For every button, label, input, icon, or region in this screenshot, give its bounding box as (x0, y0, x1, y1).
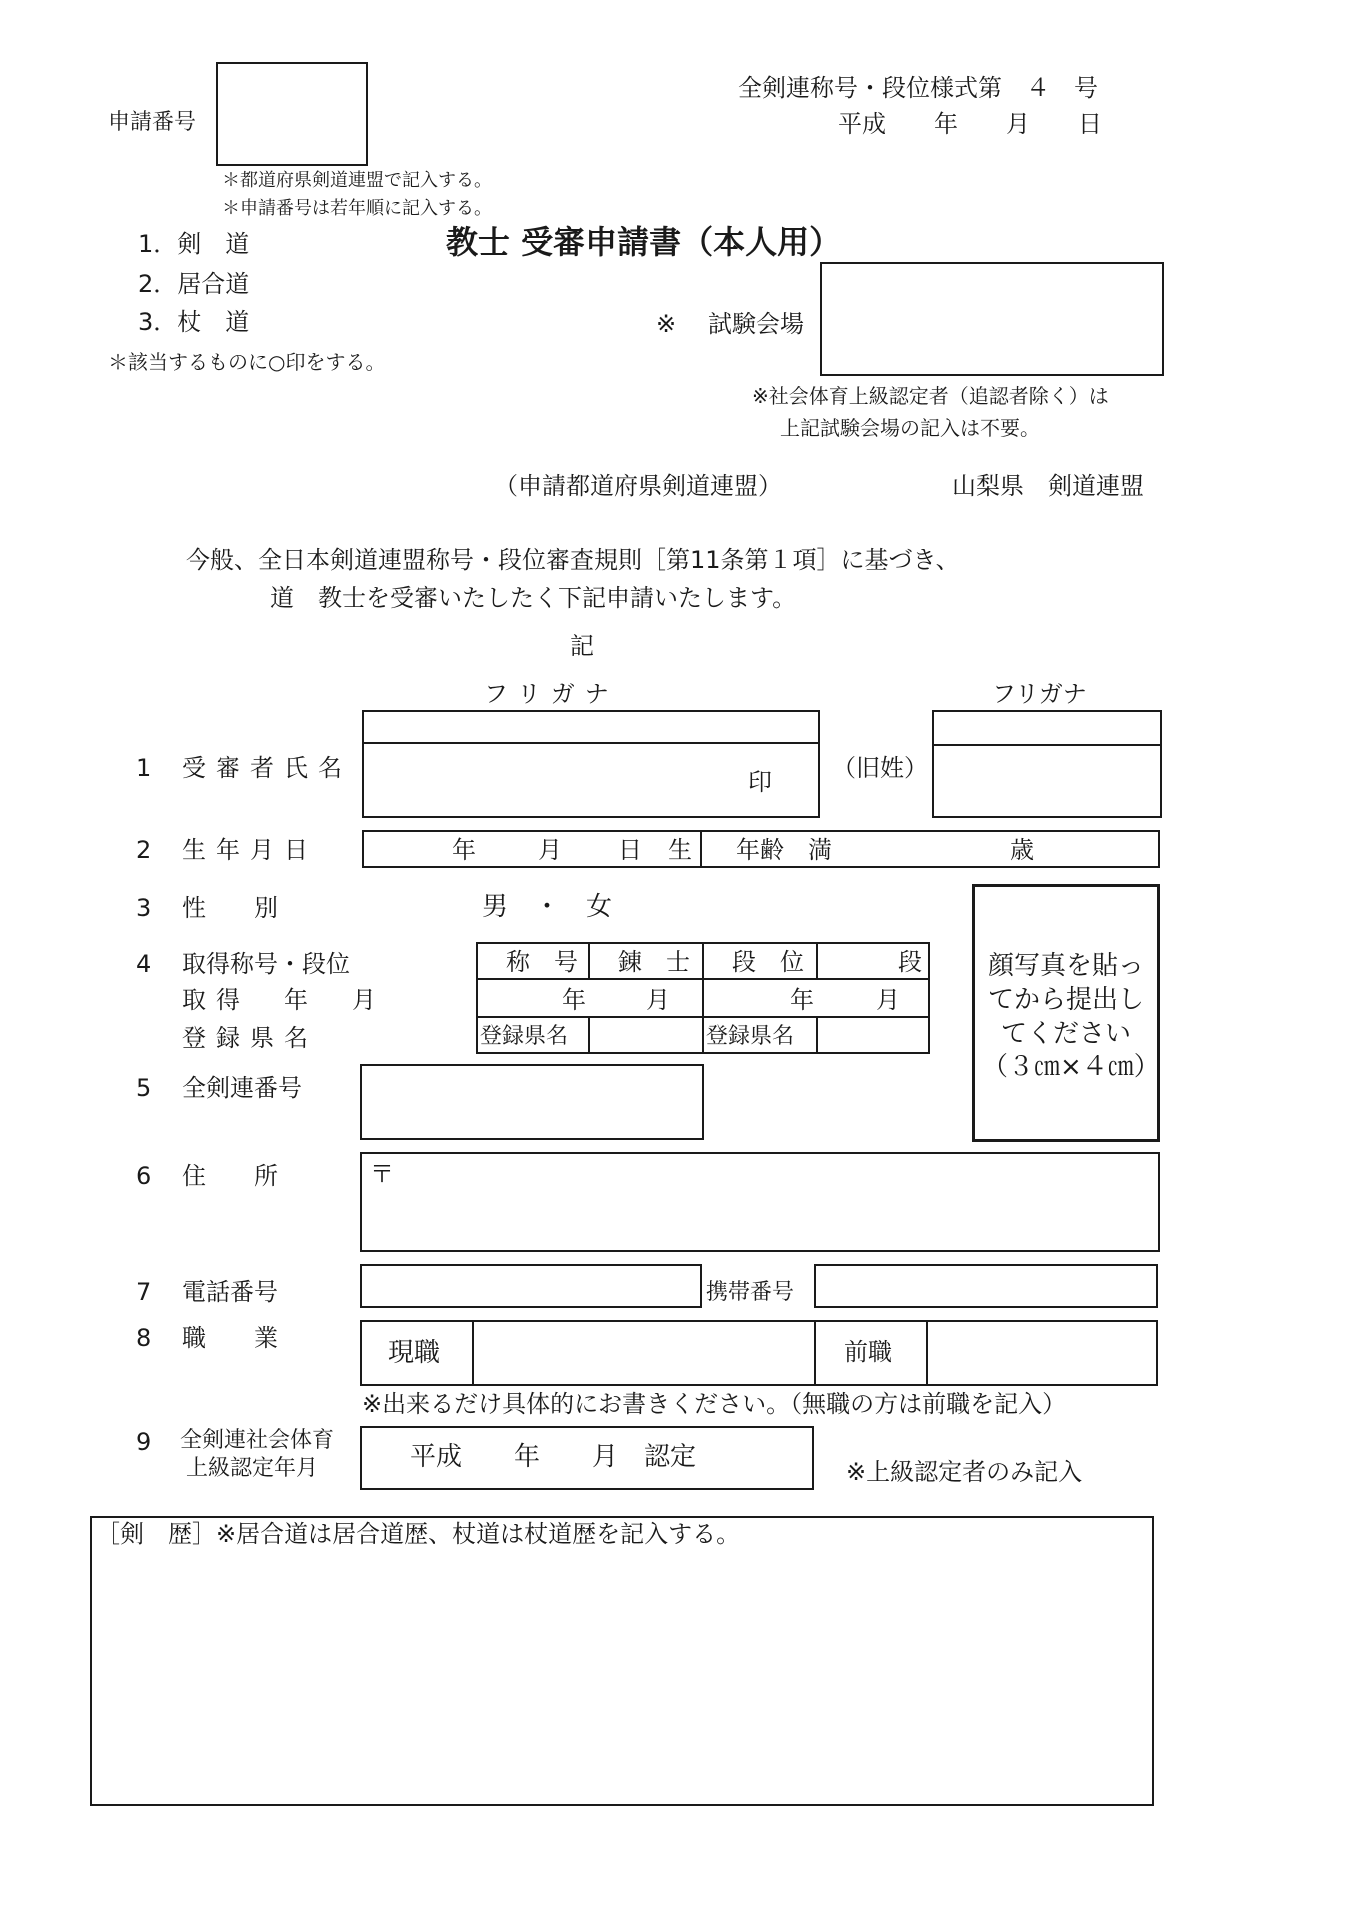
dan-value: 段 (898, 948, 922, 976)
venue-label: 試験会場 (708, 310, 804, 338)
venue-note1: ※社会体育上級認定者（追認者除く）は (752, 384, 1109, 408)
dan-year[interactable]: 年 (790, 986, 814, 1014)
application-no-box[interactable] (216, 62, 368, 166)
name-num: 1 (136, 754, 152, 782)
member-num: 5 (136, 1074, 152, 1102)
renshi-year[interactable]: 年 (562, 986, 586, 1014)
rank-col-1 (588, 942, 590, 980)
age-unit: 歳 (1010, 836, 1034, 864)
birth-year: 年 (452, 836, 476, 864)
cert-label1: 全剣連社会体育 (180, 1428, 335, 1453)
renshi-month[interactable]: 月 (646, 986, 670, 1014)
venue-mark: ※ (656, 310, 677, 338)
current-job-field[interactable] (476, 1322, 812, 1384)
application-date: 平成 年 月 日 (838, 110, 1102, 138)
rank-col-3 (816, 942, 818, 980)
note-prefecture: ＊都道府県剣道連盟で記入する。 (222, 170, 492, 191)
job-note: ※出来るだけ具体的にお書きください。（無職の方は前職を記入） (362, 1390, 1067, 1418)
discipline-kendo[interactable]: 1．剣 道 (138, 230, 250, 258)
gender-num: 3 (136, 894, 152, 922)
gender-label: 性 別 (182, 894, 278, 922)
old-name-label: （旧姓） (832, 754, 928, 782)
rank-col-mid (702, 942, 704, 1054)
job-num: 8 (136, 1324, 152, 1352)
federation-value: 山梨県 剣道連盟 (952, 472, 1144, 500)
previous-job-label: 前職 (844, 1338, 892, 1366)
job-col-3 (926, 1320, 928, 1386)
ki-label: 記 (570, 632, 594, 660)
history-box[interactable] (90, 1516, 1154, 1806)
note-order: ＊申請番号は若年順に記入する。 (222, 198, 492, 219)
page-title: 教士 受審申請書（本人用） (446, 223, 842, 261)
seal-mark: 印 (748, 768, 772, 796)
member-no-box[interactable] (360, 1064, 704, 1140)
rank-date-label: 取得 年 月 (182, 986, 386, 1014)
birth-month: 月 (538, 836, 562, 864)
shogo-label: 称 号 (506, 948, 578, 976)
venue-box[interactable] (820, 262, 1164, 376)
birth-day: 日 (618, 836, 642, 864)
address-label: 住 所 (182, 1162, 278, 1190)
rank-label: 取得称号・段位 (182, 950, 350, 978)
phone-label: 電話番号 (182, 1278, 278, 1306)
name-box[interactable] (362, 710, 820, 818)
cert-label2: 上級認定年月 (186, 1456, 319, 1481)
renshi-pref-label: 登録県名 (480, 1024, 569, 1049)
cert-num: 9 (136, 1428, 152, 1456)
cert-value: 平成 年 月 認定 (410, 1442, 697, 1472)
current-job-label: 現職 (388, 1338, 441, 1368)
name-label: 受審者氏名 (182, 754, 352, 782)
photo-instructions: 顔写真を貼ってから提出してください（３㎝×４㎝） (982, 951, 1160, 1083)
dan-label: 段 位 (732, 948, 804, 976)
intro-line1: 今般、全日本剣道連盟称号・段位審査規則［第11条第１項］に基づき、 (186, 546, 960, 574)
history-label: ［剣 歴］※居合道は居合道歴、杖道は杖道歴を記入する。 (96, 1520, 741, 1548)
rank-col-1b (588, 1016, 590, 1054)
birth-divider (700, 830, 702, 868)
discipline-jodo[interactable]: 3．杖 道 (138, 308, 250, 336)
renshi-value: 錬 士 (618, 948, 690, 976)
old-name-divider (932, 744, 1162, 746)
cert-note: ※上級認定者のみ記入 (846, 1458, 1083, 1486)
rank-col-3b (816, 1016, 818, 1054)
phone-box[interactable] (360, 1264, 702, 1308)
phone-num: 7 (136, 1278, 152, 1306)
job-label: 職 業 (182, 1324, 278, 1352)
birth-label: 生年月日 (182, 836, 318, 864)
name-furigana-divider (362, 742, 820, 744)
venue-note2: 上記試験会場の記入は不要。 (780, 416, 1040, 440)
old-name-box[interactable] (932, 710, 1162, 818)
rank-pref-label: 登録県名 (182, 1024, 318, 1052)
postal-mark: 〒 (370, 1160, 394, 1188)
address-num: 6 (136, 1162, 152, 1190)
address-box[interactable] (360, 1152, 1160, 1252)
federation-label: （申請都道府県剣道連盟） (494, 472, 782, 500)
birth-num: 2 (136, 836, 152, 864)
mobile-box[interactable] (814, 1264, 1158, 1308)
age-label: 年齢 満 (736, 836, 832, 864)
discipline-iaido[interactable]: 2．居合道 (138, 270, 250, 298)
form-number: 全剣連称号・段位様式第 ４ 号 (738, 74, 1098, 102)
previous-job-field[interactable] (930, 1322, 1156, 1384)
intro-line2: 道 教士を受審いたしたく下記申請いたします。 (270, 584, 797, 612)
old-furigana-label: フリガナ (992, 680, 1087, 708)
birth-born: 生 (668, 836, 692, 864)
job-col-1 (472, 1320, 474, 1386)
rank-num: 4 (136, 950, 152, 978)
dan-pref-label: 登録県名 (706, 1024, 795, 1049)
application-no-label: 申請番号 (108, 110, 197, 135)
discipline-note: ＊該当するものに○印をする。 (108, 350, 386, 374)
job-col-2 (814, 1320, 816, 1386)
gender-options[interactable]: 男 ・ 女 (482, 892, 613, 922)
furigana-label: フリガナ (484, 680, 619, 708)
mobile-label: 携帯番号 (706, 1280, 795, 1305)
dan-month[interactable]: 月 (876, 986, 900, 1014)
member-label: 全剣連番号 (182, 1074, 302, 1102)
